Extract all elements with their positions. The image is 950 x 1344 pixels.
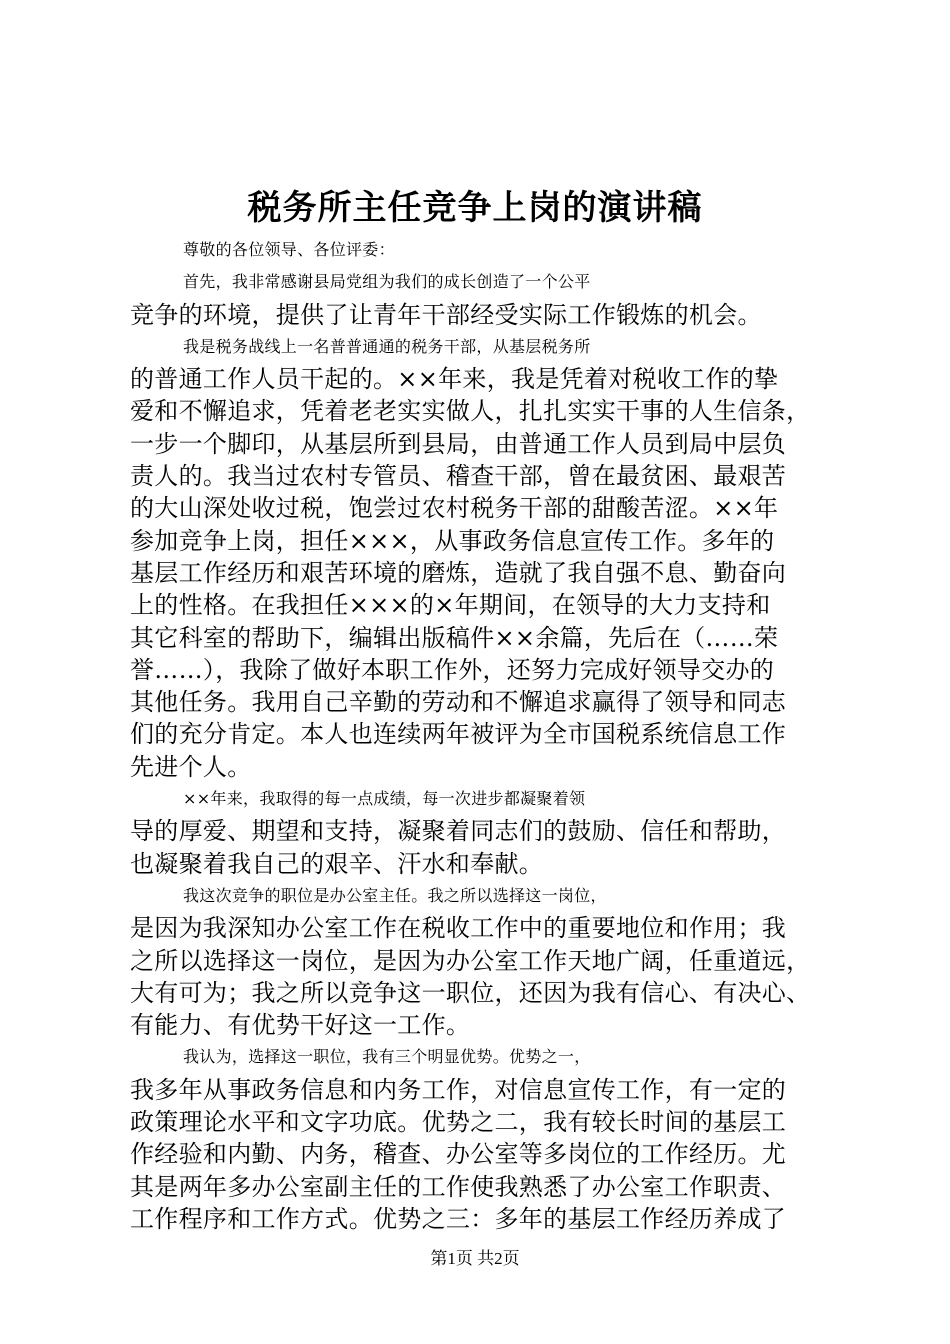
text-line: 一步一个脚印，从基层所到县局，由普通工作人员到局中层负 xyxy=(130,429,787,458)
text-line: 上的性格。在我担任×××的×年期间，在领导的大力支持和 xyxy=(130,591,771,620)
text-line: 责人的。我当过农村专管员、稽查干部，曾在最贫困、最艰苦 xyxy=(130,462,787,491)
text-line: 有能力、有优势干好这一工作。 xyxy=(130,1011,471,1040)
text-line: 基层工作经历和艰苦环境的磨炼，造就了我自强不息、勤奋向 xyxy=(130,558,787,587)
text-line: 尊敬的各位领导、各位评委： xyxy=(183,240,395,259)
text-line: 的普通工作人员干起的。××年来，我是凭着对税收工作的挚 xyxy=(130,365,779,394)
text-line: 作经验和内勤、内务，稽查、办公室等多岗位的工作经历。尤 xyxy=(130,1140,787,1169)
text-line: 们的充分肯定。本人也连续两年被评为全市国税系统信息工作 xyxy=(130,720,787,749)
text-line: 也凝聚着我自己的艰辛、汗水和奉献。 xyxy=(130,849,544,878)
text-line: 其他任务。我用自己辛勤的劳动和不懈追求赢得了领导和同志 xyxy=(130,688,787,717)
text-line: 的大山深处收过税，饱尝过农村税务干部的甜酸苦涩。××年 xyxy=(130,494,779,523)
text-line: 政策理论水平和文字功底。优势之二，我有较长时间的基层工 xyxy=(130,1108,787,1137)
text-line: 爱和不懈追求，凭着老老实实做人，扎扎实实干事的人生信条， xyxy=(130,397,811,426)
text-line: 是因为我深知办公室工作在税收工作中的重要地位和作用；我 xyxy=(130,914,787,943)
text-line: 我多年从事政务信息和内务工作，对信息宣传工作，有一定的 xyxy=(130,1075,787,1104)
text-line: 参加竞争上岗，担任×××，从事政务信息宣传工作。多年的 xyxy=(130,526,775,555)
document-body xyxy=(130,234,830,1235)
text-line: 先进个人。 xyxy=(130,752,252,781)
text-line: 首先，我非常感谢县局党组为我们的成长创造了一个公平 xyxy=(183,272,591,292)
text-line: ××年来，我取得的每一点成绩，每一次进步都凝聚着领 xyxy=(183,789,586,809)
text-line: 誉……），我除了做好本职工作外，还努力完成好领导交办的 xyxy=(130,655,775,684)
text-line: 我认为，选择这一职位，我有三个明显优势。优势之一， xyxy=(183,1047,591,1067)
page-footer: 第1页 共2页 xyxy=(430,1249,520,1268)
text-line: 竞争的环境，提供了让青年干部经受实际工作锻炼的机会。 xyxy=(130,300,762,329)
document-title: 税务所主任竞争上岗的演讲稿 xyxy=(247,188,703,228)
text-line: 导的厚爱、期望和支持，凝聚着同志们的鼓励、信任和帮助， xyxy=(130,817,787,846)
text-line: 其它科室的帮助下，编辑出版稿件××余篇，先后在（……荣 xyxy=(130,623,779,652)
text-line: 之所以选择这一岗位，是因为办公室工作天地广阔，任重道远， xyxy=(130,946,811,975)
text-line: 我是税务战线上一名普普通通的税务干部，从基层税务所 xyxy=(183,336,591,356)
text-line: 工作程序和工作方式。优势之三：多年的基层工作经历养成了 xyxy=(130,1204,787,1233)
text-line: 我这次竞争的职位是办公室主任。我之所以选择这一岗位， xyxy=(183,885,607,905)
text-line: 其是两年多办公室副主任的工作使我熟悉了办公室工作职责、 xyxy=(130,1172,787,1201)
text-line: 大有可为；我之所以竞争这一职位，还因为我有信心、有决心、 xyxy=(130,978,811,1007)
